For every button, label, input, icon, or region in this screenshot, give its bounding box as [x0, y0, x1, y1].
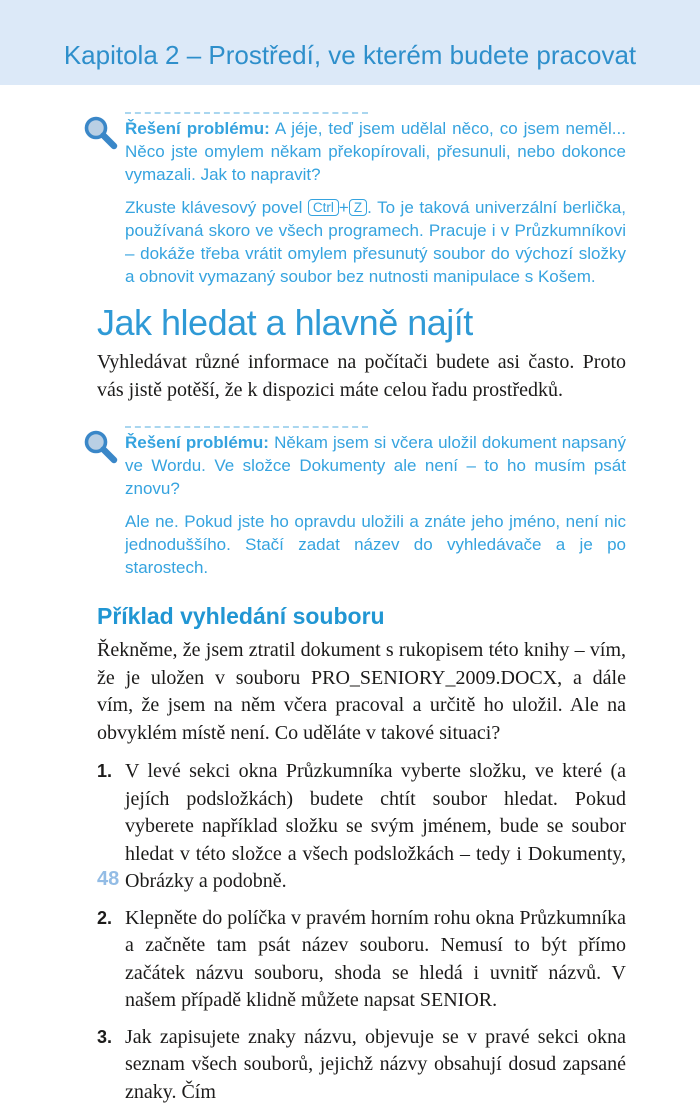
tip-question: Řešení problému: Někam jsem si včera uložil dokument napsaný ve Wordu. Ve složce Dokumenty ale není – to ho musím psát znovu?: [125, 431, 626, 500]
tip-question: Řešení problému: A jéje, teď jsem udělal něco, co jsem neměl... Něco jste omylem někam překopírovali, přesunuli, nebo dokonce vymazali. Jak to napravit?: [125, 117, 626, 186]
list-number: 2.: [97, 905, 125, 1015]
list-item: [97, 905, 626, 1015]
intro-paragraph: Vyhledávat různé informace na počítači budete asi často. Proto vás jistě potěší, že k dispozici máte celou řadu prostředků.: [97, 349, 626, 404]
tip-box-search: [125, 426, 626, 579]
z-keycap: Z: [349, 199, 367, 216]
list-number: 1.: [97, 758, 125, 896]
tip-answer: Zkuste klávesový povel Ctrl + Z . To je taková univerzální berlička, používaná skoro ve všech programech. Pracuje i v Průzkumníkovi – dokáže třeba vrátit omylem přesunutý soubor do výchozí složky a obnovit vymazaný soubor bez nutnosti manipulace s Košem.: [125, 196, 626, 288]
list-number: 3.: [97, 1024, 125, 1106]
chapter-header-band: [0, 0, 700, 85]
numbered-steps: [97, 758, 626, 1106]
list-item: [97, 758, 626, 896]
plus-sign: +: [339, 198, 349, 217]
example-paragraph: Řekněme, že jsem ztratil dokument s rukopisem této knihy – vím, že je uložen v souboru PRO_SENIORY_2009.DOCX, a dále vím, že jsem na něm včera pracoval a určitě ho uložil. Ale na obvyklém místě není. Co uděláte v takové situaci?: [97, 637, 626, 747]
dashed-separator: [125, 112, 368, 114]
tip-answer: Ale ne. Pokud jste ho opravdu uložili a znáte jeho jméno, není nic jednoduššího. Stačí zadat název do vyhledávače a je po starostech.: [125, 510, 626, 579]
section-heading: Jak hledat a hlavně najít: [97, 302, 626, 344]
page-content: [0, 85, 700, 1106]
tip-label: Řešení problému:: [125, 119, 270, 138]
list-text: V levé sekci okna Průzkumníka vyberte složku, ve které (a jejích podsložkách) budete chtít soubor hledat. Pokud vyberete například složku se svým jménem, bude se soubor hledat v této složce a všech podsložkách – tedy i Dokumenty, Obrázky a podobně.: [125, 758, 626, 896]
tip-box-undo: [125, 112, 626, 288]
magnifier-icon: [82, 429, 120, 467]
list-text: Klepněte do políčka v pravém horním rohu okna Průzkumníka a začněte tam psát název souboru. Nemusí to být přímo začátek názvu souboru, shoda se hledá i uvnitř názvů. V našem případě klidně můžete napsat SENIOR.: [125, 905, 626, 1015]
page-number: 48: [97, 868, 119, 891]
subsection-heading: Příklad vyhledání souboru: [97, 603, 626, 630]
magnifier-icon: [82, 115, 120, 153]
tip-label: Řešení problému:: [125, 433, 269, 452]
chapter-title: Kapitola 2 – Prostředí, ve kterém budete pracovat: [64, 40, 636, 71]
list-item: [97, 1024, 626, 1106]
list-text: Jak zapisujete znaky názvu, objevuje se v pravé sekci okna seznam všech souborů, jejichž názvy obsahují dosud zapsané znaky. Čím: [125, 1024, 626, 1106]
ctrl-keycap: Ctrl: [308, 199, 339, 216]
dashed-separator: [125, 426, 368, 428]
